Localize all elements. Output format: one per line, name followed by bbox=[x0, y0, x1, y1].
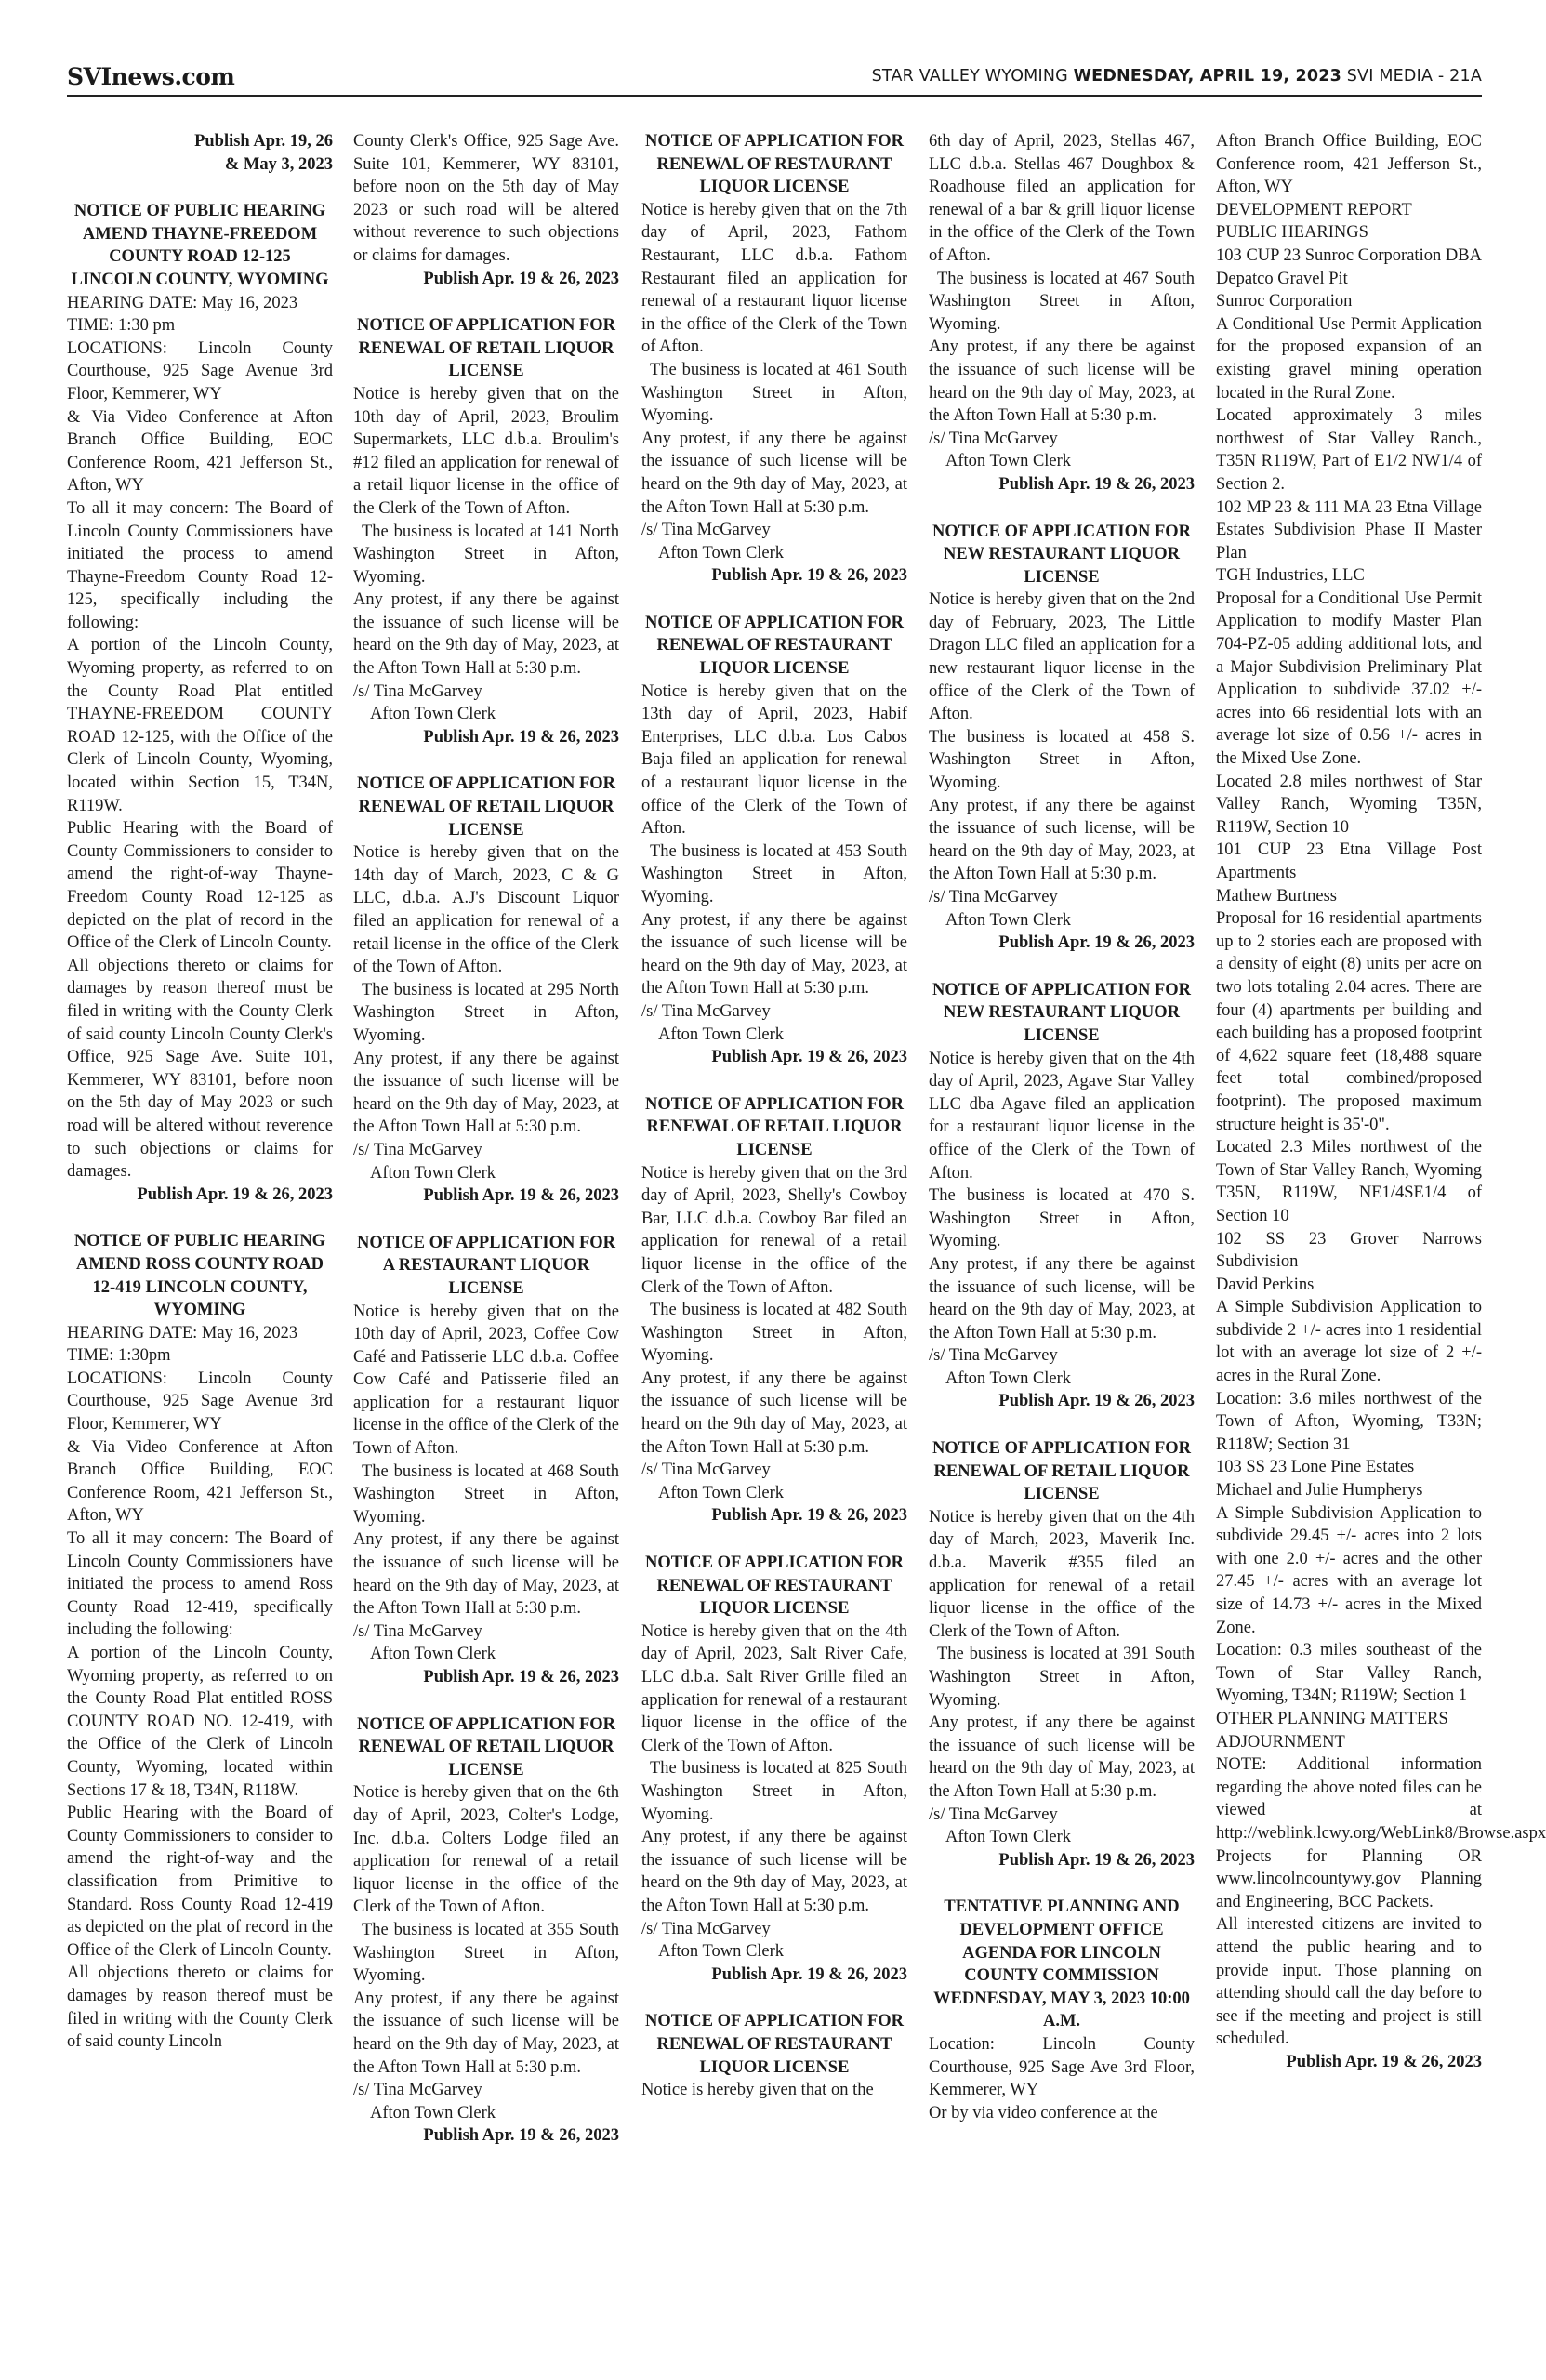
notice-paragraph: Any protest, if any there be against the issuance of such license will be heard on the 9th day of May, 2023, at the Afton Town Hall at 5:30 p.m. bbox=[353, 590, 619, 679]
signature: /s/ Tina McGarvey bbox=[353, 681, 482, 701]
site-name: SVInews.com bbox=[67, 63, 235, 90]
notice-paragraph: A portion of the Lincoln County, Wyoming property, as referred to on the County Road Plat entitled THAYNE-FREEDOM COUNTY ROAD 12-125, with the Office of the Clerk of Lincoln County, Wyoming, located within Section 15, T34N, R119W. bbox=[67, 636, 333, 815]
publish-dates: Publish Apr. 19 & 26, 2023 bbox=[998, 474, 1195, 494]
agenda-item: 102 MP 23 & 111 MA 23 Etna Village Estates Subdivision Phase II Master Plan bbox=[1216, 497, 1482, 562]
agenda-description: A Conditional Use Permit Application for the proposed expansion of an existing gravel mining operation located in the Rural Zone. bbox=[1216, 314, 1482, 403]
notice-paragraph: Notice is hereby given that on the 4th day of March, 2023, Maverik Inc. d.b.a. Maverik #355 filed an application for renewal of a retail liquor license in the office of the Clerk of the Town of Afton. bbox=[929, 1507, 1195, 1641]
notice-title: NOTICE OF PUBLIC HEARING AMEND ROSS COUNTY ROAD 12-419 LINCOLN COUNTY, WYOMING bbox=[73, 1232, 326, 1320]
hearing-time: TIME: 1:30 pm bbox=[67, 316, 176, 336]
agenda-item: 103 SS 23 Lone Pine Estates bbox=[1216, 1458, 1415, 1477]
notice-paragraph: All objections thereto or claims for damages by reason thereof must be filed in writing with the County Clerk of said county Lincoln County Clerk's Office, 925 Sage Ave. Suite 101, Kemmerer, WY 83101, before noon on the 5th day of May 2023 or such road will be altered without reverence to such objections or claims for damages. bbox=[67, 956, 333, 1182]
publish-dates: Publish Apr. 19 & 26, 2023 bbox=[998, 1392, 1195, 1411]
notice-paragraph: Public Hearing with the Board of County Commissioners to consider to amend the right-of-way Thayne-Freedom County Road 12-125 as depicted on the plat of record in the Office of the Clerk of Lincoln County. bbox=[67, 819, 333, 953]
notice-title: NOTICE OF APPLICATION FOR RENEWAL OF RETAIL LIQUOR LICENSE bbox=[644, 1094, 905, 1159]
agenda-description: Proposal for 16 residential apartments up to 2 stories each are proposed with a density of eight (8) units per acre on two lots totaling 2.04 acres. There are four (4) apartments per building and each building has a proposed footprint of 4,622 square feet (18,488 square feet total combined/proposed footprint). The proposed maximum structure height is 35'-0". bbox=[1216, 909, 1482, 1134]
notice-title: NOTICE OF APPLICATION FOR RENEWAL OF RESTAURANT LIQUOR LICENSE bbox=[644, 613, 905, 679]
agenda-description: A Simple Subdivision Application to subdivide 2 +/- acres into 1 residential lot with an average lot size of 2 +/- acres in the Rural Zone. bbox=[1216, 1298, 1482, 1386]
agenda-location: Located 2.3 Miles northwest of the Town of Star Valley Ranch, Wyoming T35N, R119W, NE1/4SE1/4 of Section 10 bbox=[1216, 1138, 1482, 1225]
signature: /s/ Tina McGarvey bbox=[353, 2081, 482, 2100]
publication-date: WEDNESDAY, APRIL 19, 2023 bbox=[1073, 67, 1341, 86]
signature-title: Afton Town Clerk bbox=[945, 1828, 1072, 1847]
notice-paragraph: Any protest, if any there be against the issuance of such license will be heard on the 9th day of May, 2023, at the Afton Town Hall at 5:30 p.m. bbox=[929, 337, 1195, 426]
notice-paragraph: The business is located at 141 North Washington Street in Afton, Wyoming. bbox=[353, 522, 619, 587]
notice-paragraph: Any protest, if any there be against the issuance of such license will be heard on the 9th day of May, 2023, at the Afton Town Hall at 5:30 p.m. bbox=[641, 910, 907, 998]
agenda-location: Location: 3.6 miles northwest of the Town of Afton, Wyoming, T33N; R118W; Section 31 bbox=[1216, 1389, 1482, 1454]
signature: /s/ Tina McGarvey bbox=[641, 1919, 771, 1938]
agenda-line: Afton Branch Office Building, EOC Conference room, 421 Jefferson St., Afton, WY bbox=[1216, 132, 1482, 197]
notice-title: NOTICE OF APPLICATION FOR NEW RESTAURANT LIQUOR LICENSE bbox=[932, 522, 1192, 587]
notice-paragraph: Any protest, if any there be against the issuance of such license will be heard on the 9th day of May, 2023, at the Afton Town Hall at 5:30 p.m. bbox=[353, 1530, 619, 1619]
signature: /s/ Tina McGarvey bbox=[929, 1805, 1058, 1824]
notice-paragraph: Any protest, if any there be against the issuance of such license will be heard on the 9th day of May, 2023, at the Afton Town Hall at 5:30 p.m. bbox=[929, 1713, 1195, 1801]
agenda-heading: ADJOURNMENT bbox=[1216, 1732, 1345, 1752]
notice-paragraph: Notice is hereby given that on the 10th day of April, 2023, Broulim Supermarkets, LLC d.b.a. Broulim's #12 filed an application for renewal of a retail liquor license in the office of the Clerk of the Town of Afton. bbox=[353, 384, 619, 518]
notice-paragraph: County Clerk's Office, 925 Sage Ave. Suite 101, Kemmerer, WY 83101, before noon on the 5th day of May 2023 or such road will be altered without reverence to such objections or claims for damages. bbox=[353, 132, 619, 265]
signature-title: Afton Town Clerk bbox=[658, 1025, 785, 1044]
signature-title: Afton Town Clerk bbox=[658, 543, 785, 562]
notice-paragraph: Any protest, if any there be against the issuance of such license will be heard on the 9th day of May, 2023, at the Afton Town Hall at 5:30 p.m. bbox=[353, 1989, 619, 2077]
notice-paragraph: All objections thereto or claims for damages by reason thereof must be filed in writing with the County Clerk of said county Lincoln bbox=[67, 1964, 333, 2052]
notice-paragraph: The business is located at 470 S. Washington Street in Afton, Wyoming. bbox=[929, 1186, 1195, 1251]
agenda-applicant: TGH Industries, LLC bbox=[1216, 566, 1365, 586]
publish-dates: Publish Apr. 19 & 26, 2023 bbox=[998, 933, 1195, 953]
notice-title: NOTICE OF PUBLIC HEARING AMEND THAYNE-FREEDOM COUNTY ROAD 12-125 LINCOLN COUNTY, WYOMING bbox=[71, 202, 329, 289]
notice-title: NOTICE OF APPLICATION FOR RENEWAL OF RETAIL LIQUOR LICENSE bbox=[356, 316, 616, 381]
column-2 bbox=[353, 130, 619, 2366]
agenda-invitation: All interested citizens are invited to attend the public hearing and to provide input. Those planning on attending should call the day before to see if the meeting and project is still scheduled. bbox=[1216, 1915, 1482, 2049]
hearing-video: & Via Video Conference at Afton Branch Office Building, EOC Conference Room, 421 Jefferson St., Afton, WY bbox=[67, 1437, 333, 1526]
signature: /s/ Tina McGarvey bbox=[929, 429, 1058, 448]
page-header bbox=[67, 63, 1482, 97]
signature-title: Afton Town Clerk bbox=[370, 2103, 496, 2122]
publish-dates: Publish Apr. 19 & 26, 2023 bbox=[423, 1668, 619, 1686]
notice-paragraph: The business is located at 295 North Washington Street in Afton, Wyoming. bbox=[353, 980, 619, 1045]
notice-title: NOTICE OF APPLICATION FOR RENEWAL OF RETAIL LIQUOR LICENSE bbox=[356, 1714, 616, 1779]
notice-paragraph: The business is located at 825 South Washington Street in Afton, Wyoming. bbox=[641, 1759, 907, 1824]
signature-title: Afton Town Clerk bbox=[658, 1483, 785, 1502]
signature: /s/ Tina McGarvey bbox=[641, 1001, 771, 1021]
notice-paragraph: Any protest, if any there be against the issuance of such license will be heard on the 9th day of May, 2023, at the Afton Town Hall at 5:30 p.m. bbox=[641, 1368, 907, 1457]
notice-paragraph: Notice is hereby given that on the 4th day of April, 2023, Agave Star Valley LLC dba Agave filed an application for a restaurant liquor license in the office of the Clerk of the Town of Afton. bbox=[929, 1049, 1195, 1183]
notice-title: NOTICE OF APPLICATION FOR RENEWAL OF RETAIL LIQUOR LICENSE bbox=[932, 1439, 1192, 1504]
signature-title: Afton Town Clerk bbox=[370, 1645, 496, 1664]
publish-dates: Publish Apr. 19 & 26, 2023 bbox=[423, 269, 619, 288]
hearing-video: & Via Video Conference at Afton Branch Office Building, EOC Conference Room, 421 Jefferson St., Afton, WY bbox=[67, 407, 333, 496]
notice-paragraph: Notice is hereby given that on the 6th day of April, 2023, Colter's Lodge, Inc. d.b.a. Colters Lodge filed an application for renewal of a retail liquor license in the office of the Clerk of the Town of Afton. bbox=[353, 1783, 619, 1917]
hearing-location: LOCATIONS: Lincoln County Courthouse, 925 Sage Avenue 3rd Floor, Kemmerer, WY bbox=[67, 338, 333, 403]
notice-paragraph: Notice is hereby given that on the 7th day of April, 2023, Fathom Restaurant, LLC d.b.a. Fathom Restaurant filed an application for renewal of a restaurant liquor license in the office of the Clerk of the Town of Afton. bbox=[641, 200, 907, 357]
legal-notices bbox=[67, 130, 1546, 2366]
agenda-location: Located 2.8 miles northwest of Star Valley Ranch, Wyoming T35N, R119W, Section 10 bbox=[1216, 772, 1482, 837]
signature: /s/ Tina McGarvey bbox=[641, 521, 771, 540]
notice-paragraph: Notice is hereby given that on the 14th day of March, 2023, C & G LLC, d.b.a. A.J's Discount Liquor filed an application for renewal of a retail license in the office of the Clerk of the Town of Afton. bbox=[353, 843, 619, 977]
notice-paragraph: The business is located at 461 South Washington Street in Afton, Wyoming. bbox=[641, 360, 907, 426]
hearing-date: HEARING DATE: May 16, 2023 bbox=[67, 1323, 298, 1342]
column-1 bbox=[67, 130, 333, 2366]
agenda-location: Located approximately 3 miles northwest of Star Valley Ranch., T35N R119W, Part of E1/2 NW1/4 of Section 2. bbox=[1216, 406, 1482, 494]
publication-line bbox=[872, 67, 1482, 86]
notice-paragraph: To all it may concern: The Board of Lincoln County Commissioners have initiated the process to amend Ross County Road 12-419, specifically including the following: bbox=[67, 1529, 333, 1640]
publish-dates: Publish Apr. 19 & 26, 2023 bbox=[998, 1850, 1195, 1870]
notice-title: NOTICE OF APPLICATION FOR A RESTAURANT LIQUOR LICENSE bbox=[356, 1233, 616, 1298]
notice-paragraph: 6th day of April, 2023, Stellas 467, LLC d.b.a. Stellas 467 Doughbox & Roadhouse filed an application for renewal of a bar & grill liquor license in the office of the Clerk of the Town of Afton. bbox=[929, 132, 1195, 265]
notice-paragraph: Any protest, if any there be against the issuance of such license will be heard on the 9th day of May, 2023, at the Afton Town Hall at 5:30 p.m. bbox=[641, 1828, 907, 1915]
publication-name: STAR VALLEY WYOMING bbox=[871, 67, 1074, 86]
publish-dates: Publish Apr. 19, 26 bbox=[194, 132, 333, 151]
agenda-heading: PUBLIC HEARINGS bbox=[1216, 223, 1368, 243]
notice-paragraph: Notice is hereby given that on the 13th day of April, 2023, Habif Enterprises, LLC d.b.a. Los Cabos Baja filed an application for renewal of a restaurant liquor license in the office of the Clerk of the Town of Afton. bbox=[641, 681, 907, 839]
signature: /s/ Tina McGarvey bbox=[353, 1621, 482, 1641]
notice-title: NOTICE OF APPLICATION FOR NEW RESTAURANT LIQUOR LICENSE bbox=[932, 980, 1192, 1045]
agenda-location: Location: 0.3 miles southeast of the Town of Star Valley Ranch, Wyoming, T34N; R119W; Section 1 bbox=[1216, 1641, 1482, 1706]
signature-title: Afton Town Clerk bbox=[945, 910, 1072, 930]
notice-title: NOTICE OF APPLICATION FOR RENEWAL OF RESTAURANT LIQUOR LICENSE bbox=[644, 2012, 905, 2077]
publish-dates: & May 3, 2023 bbox=[224, 154, 333, 174]
notice-paragraph: Any protest, if any there be against the issuance of such license will be heard on the 9th day of May, 2023, at the Afton Town Hall at 5:30 p.m. bbox=[353, 1049, 619, 1137]
signature-title: Afton Town Clerk bbox=[370, 1163, 496, 1183]
agenda-applicant: Michael and Julie Humpherys bbox=[1216, 1481, 1423, 1501]
hearing-time: TIME: 1:30pm bbox=[67, 1346, 171, 1366]
publish-dates: Publish Apr. 19 & 26, 2023 bbox=[711, 1048, 907, 1067]
agenda-location: Location: Lincoln County Courthouse, 925 Sage Ave 3rd Floor, Kemmerer, WY bbox=[929, 2034, 1195, 2100]
column-5 bbox=[1216, 130, 1546, 2366]
notice-paragraph: The business is located at 468 South Washington Street in Afton, Wyoming. bbox=[353, 1461, 619, 1527]
hearing-location: LOCATIONS: Lincoln County Courthouse, 925 Sage Avenue 3rd Floor, Kemmerer, WY bbox=[67, 1368, 333, 1435]
signature: /s/ Tina McGarvey bbox=[929, 1346, 1058, 1366]
column-3 bbox=[641, 130, 907, 2366]
publish-dates: Publish Apr. 19 & 26, 2023 bbox=[711, 566, 907, 586]
signature: /s/ Tina McGarvey bbox=[641, 1461, 771, 1480]
agenda-video: Or by via video conference at the bbox=[929, 2103, 1158, 2122]
notice-paragraph: Notice is hereby given that on the 10th day of April, 2023, Coffee Cow Café and Patisserie LLC d.b.a. Coffee Cow Café and Patisserie filed an application for a restaurant liquor license in the office of the Clerk of the Town of Afton. bbox=[353, 1302, 619, 1459]
signature: /s/ Tina McGarvey bbox=[353, 1140, 482, 1159]
signature-title: Afton Town Clerk bbox=[945, 1368, 1072, 1388]
signature-title: Afton Town Clerk bbox=[658, 1942, 785, 1962]
notice-paragraph: The business is located at 482 South Washington Street in Afton, Wyoming. bbox=[641, 1301, 907, 1366]
publication-page: SVI MEDIA - 21A bbox=[1341, 67, 1482, 86]
publish-dates: Publish Apr. 19 & 26, 2023 bbox=[1286, 2052, 1482, 2071]
agenda-applicant: Mathew Burtness bbox=[1216, 886, 1337, 906]
notice-paragraph: To all it may concern: The Board of Lincoln County Commissioners have initiated the process to amend Thayne-Freedom County Road 12-125, specifically including the following: bbox=[67, 498, 333, 632]
agenda-heading: DEVELOPMENT REPORT bbox=[1216, 200, 1412, 219]
agenda-heading: OTHER PLANNING MATTERS bbox=[1216, 1709, 1448, 1728]
notice-title: NOTICE OF APPLICATION FOR RENEWAL OF RESTAURANT LIQUOR LICENSE bbox=[644, 132, 905, 197]
notice-paragraph: Any protest, if any there be against the issuance of such license, will be heard on the 9th day of May, 2023, at the Afton Town Hall at 5:30 p.m. bbox=[929, 1254, 1195, 1342]
signature-title: Afton Town Clerk bbox=[945, 452, 1072, 471]
agenda-title: TENTATIVE PLANNING AND DEVELOPMENT OFFICE AGENDA FOR LINCOLN COUNTY COMMISSION WEDNESDAY, MAY 3, 2023 10:00 A.M. bbox=[933, 1897, 1190, 2031]
notice-paragraph: Any protest, if any there be against the issuance of such license, will be heard on the 9th day of May, 2023, at the Afton Town Hall at 5:30 p.m. bbox=[929, 796, 1195, 884]
agenda-item: 101 CUP 23 Etna Village Post Apartments bbox=[1216, 840, 1482, 882]
agenda-item: 102 SS 23 Grover Narrows Subdivision bbox=[1216, 1229, 1482, 1272]
notice-title: NOTICE OF APPLICATION FOR RENEWAL OF RETAIL LIQUOR LICENSE bbox=[356, 774, 616, 840]
notice-paragraph: Notice is hereby given that on the bbox=[641, 2081, 874, 2100]
agenda-note: NOTE: Additional information regarding the above noted files can be viewed at http://weblink.lcwy.org/WebLink8/Browse.aspx Projects for Planning OR www.lincolncountywy.gov Planning and Engineering, BCC Packets. bbox=[1216, 1755, 1546, 1911]
notice-paragraph: Notice is hereby given that on the 4th day of April, 2023, Salt River Cafe, LLC d.b.a. Salt River Grille filed an application for renewal of a restaurant liquor license in the office of the Clerk of the Town of Afton. bbox=[641, 1621, 907, 1755]
notice-paragraph: Any protest, if any there be against the issuance of such license will be heard on the 9th day of May, 2023, at the Afton Town Hall at 5:30 p.m. bbox=[641, 429, 907, 517]
agenda-applicant: David Perkins bbox=[1216, 1275, 1315, 1294]
hearing-date: HEARING DATE: May 16, 2023 bbox=[67, 293, 298, 312]
notice-paragraph: Notice is hereby given that on the 3rd day of April, 2023, Shelly's Cowboy Bar, LLC d.b.a. Cowboy Bar filed an application for renewal of a retail liquor license in the office of the Clerk of the Town of Afton. bbox=[641, 1163, 907, 1297]
agenda-description: Proposal for a Conditional Use Permit Application to modify Master Plan 704-PZ-05 adding additional lots, and a Major Subdivision Preliminary Plat Application to subdivide 37.02 +/- acres into 66 residential lots with an average lot size of 0.56 +/- acres in the Mixed Use Zone. bbox=[1216, 588, 1482, 769]
notice-paragraph: Notice is hereby given that on the 2nd day of February, 2023, The Little Dragon LLC filed an application for a new restaurant liquor license in the office of the Clerk of the Town of Afton. bbox=[929, 590, 1195, 724]
publish-dates: Publish Apr. 19 & 26, 2023 bbox=[423, 727, 619, 747]
agenda-item: 103 CUP 23 Sunroc Corporation DBA Depatco Gravel Pit bbox=[1216, 245, 1482, 288]
notice-paragraph: Public Hearing with the Board of County Commissioners to consider to amend the right-of-way and the classification from Primitive to Standard. Ross County Road 12-419 as depicted on the plat of record in the Office of the Clerk of Lincoln County. bbox=[67, 1804, 333, 1960]
notice-title: NOTICE OF APPLICATION FOR RENEWAL OF RESTAURANT LIQUOR LICENSE bbox=[644, 1554, 905, 1619]
notice-paragraph: The business is located at 458 S. Washington Street in Afton, Wyoming. bbox=[929, 727, 1195, 793]
publish-dates: Publish Apr. 19 & 26, 2023 bbox=[137, 1184, 333, 1204]
publish-dates: Publish Apr. 19 & 26, 2023 bbox=[423, 1186, 619, 1206]
publish-dates: Publish Apr. 19 & 26, 2023 bbox=[711, 1964, 907, 1984]
notice-paragraph: The business is located at 391 South Washington Street in Afton, Wyoming. bbox=[929, 1645, 1195, 1710]
notice-paragraph: The business is located at 467 South Washington Street in Afton, Wyoming. bbox=[929, 269, 1195, 334]
notice-paragraph: A portion of the Lincoln County, Wyoming property, as referred to on the County Road Plat entitled ROSS COUNTY ROAD NO. 12-419, with the Office of the Clerk of Lincoln County, Wyoming, located within Sections 17 & 18, T34N, R118W. bbox=[67, 1644, 333, 1800]
notice-paragraph: The business is located at 355 South Washington Street in Afton, Wyoming. bbox=[353, 1920, 619, 1986]
agenda-description: A Simple Subdivision Application to subdivide 29.45 +/- acres into 2 lots with one 2.0 +/- acres and the other 27.45 +/- acres with an average lot size of 14.73 +/- acres in the Mixed Zone. bbox=[1216, 1503, 1482, 1637]
publish-dates: Publish Apr. 19 & 26, 2023 bbox=[711, 1506, 907, 1526]
publish-dates: Publish Apr. 19 & 26, 2023 bbox=[423, 2126, 619, 2146]
column-4 bbox=[929, 130, 1195, 2366]
signature-title: Afton Town Clerk bbox=[370, 705, 496, 724]
agenda-applicant: Sunroc Corporation bbox=[1216, 292, 1353, 311]
notice-paragraph: The business is located at 453 South Washington Street in Afton, Wyoming. bbox=[641, 841, 907, 906]
signature: /s/ Tina McGarvey bbox=[929, 888, 1058, 906]
